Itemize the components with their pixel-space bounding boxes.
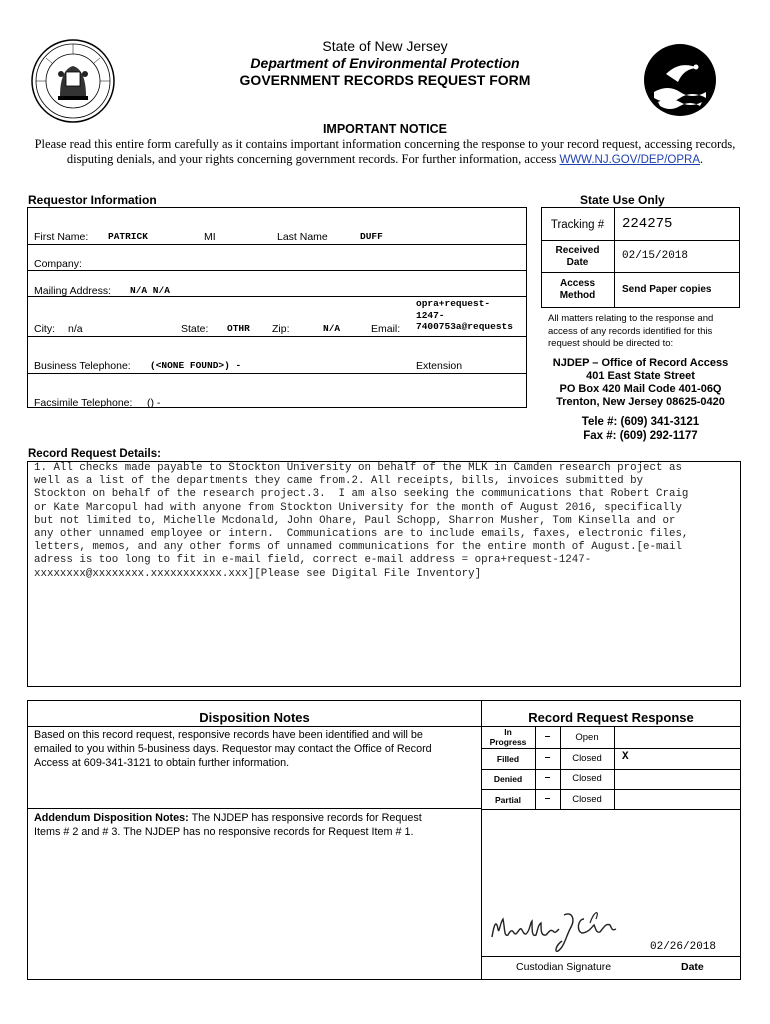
office-address	[541, 357, 740, 409]
response-row-label	[481, 727, 535, 747]
details-line: but not limited to, Michelle Mcdonald, John Ohare, Paul Schopp, Sharron Musher, Tom Kinsella and or	[34, 514, 676, 527]
date-label: Date	[681, 961, 704, 973]
response-row-dash: –	[544, 752, 551, 763]
opra-link[interactable]: WWW.NJ.GOV/DEP/OPRA	[559, 154, 700, 166]
office-phones	[541, 415, 740, 443]
custodian-signature-image	[486, 905, 636, 955]
notice-text-line2-body: disputing denials, and your rights concerning government records. For further information, access	[66, 152, 560, 166]
njdep-logo	[640, 40, 720, 120]
business-telephone-field[interactable]: (<NONE FOUND>) -	[150, 360, 242, 371]
office-line-2: 401 East State Street	[586, 370, 695, 382]
office-tele: Tele #: (609) 341-3121	[581, 416, 700, 428]
record-request-response-title: Record Request Response	[528, 710, 694, 725]
response-row-mark[interactable]: X	[622, 751, 629, 763]
mi-label: MI	[204, 231, 216, 243]
divider	[481, 789, 741, 790]
response-row-label: Partial	[495, 795, 521, 805]
divider	[541, 272, 740, 273]
directed-line-3: request should be directed to:	[548, 338, 674, 349]
divider	[27, 808, 482, 809]
email-field[interactable]	[416, 298, 513, 333]
notice-period: .	[700, 152, 704, 166]
state-name: State of New Jersey	[322, 38, 448, 54]
directed-line-1: All matters relating to the response and	[548, 313, 714, 324]
divider	[27, 336, 527, 337]
state-seal-logo	[30, 38, 116, 124]
last-name-label: Last Name	[277, 231, 328, 243]
zip-field[interactable]: N/A	[323, 323, 341, 334]
addendum-label: Addendum Disposition Notes:	[34, 812, 189, 824]
disposition-line-1: Based on this record request, responsive records have been identified and will be	[34, 729, 423, 741]
office-line-3: PO Box 420 Mail Code 401-06Q	[559, 383, 722, 395]
response-row-label: Denied	[493, 774, 523, 784]
form-title: GOVERNMENT RECORDS REQUEST FORM	[239, 72, 531, 88]
divider	[27, 296, 527, 297]
first-name-field[interactable]: PATRICK	[108, 231, 148, 242]
office-fax: Fax #: (609) 292-1177	[583, 430, 698, 442]
divider	[481, 748, 741, 749]
disposition-line-3: Access at 609-341-3121 to obtain further information.	[34, 757, 290, 769]
divider	[541, 240, 740, 241]
details-line: letters, memos, and any other forms of unnamed communications for the entire month of August.[e-mail	[34, 541, 682, 554]
access-label-2: Method	[559, 290, 596, 301]
access-label-1: Access	[559, 278, 596, 289]
details-line: any other unnamed employee or intern. Communications are to include emails, faxes, electronic files,	[34, 528, 689, 541]
state-label: State:	[181, 323, 209, 335]
email-line2: 1247-	[416, 309, 445, 321]
divider	[614, 207, 615, 308]
details-line: Stockton on behalf of the research project.3. I am also seeking the communications that Robert Craig	[34, 488, 689, 501]
response-row-label: Filled	[496, 754, 520, 764]
response-row-status: Closed	[572, 753, 602, 764]
department-name: Department of Environmental Protection	[250, 55, 520, 71]
office-line-4: Trenton, New Jersey 08625-0420	[556, 396, 725, 408]
divider	[27, 244, 527, 245]
details-line: well as a list of the departments they came from.2. All receipts, bills, invoices submitted by	[34, 475, 644, 488]
disposition-line-2: emailed to you within 5-business days. Requestor may contact the Office of Record	[34, 743, 432, 755]
divider	[481, 956, 741, 957]
last-name-field[interactable]: DUFF	[360, 231, 383, 242]
tracking-number: 224275	[622, 216, 673, 232]
disposition-notes-title: Disposition Notes	[199, 710, 310, 725]
response-row-dash: –	[544, 731, 551, 742]
notice-title: IMPORTANT NOTICE	[322, 122, 448, 136]
divider	[481, 769, 741, 770]
extension-label: Extension	[416, 360, 463, 372]
details-line: or Kate Marcopul had with anyone from Stockton University for the month of August 2016, specifically	[34, 501, 682, 514]
facsimile-telephone-field[interactable]: () -	[147, 397, 161, 409]
directed-text	[548, 313, 740, 351]
email-label: Email:	[371, 323, 401, 335]
custodian-signature-label: Custodian Signature	[516, 961, 612, 973]
email-line3: 7400753a@requests	[416, 321, 513, 332]
divider	[27, 373, 527, 374]
divider	[481, 809, 741, 810]
business-telephone-label: Business Telephone:	[34, 360, 131, 372]
details-line: adress is too long to fit in e-mail field, correct e-mail address = opra+request-1247-	[34, 554, 592, 567]
response-row-status: Open	[575, 732, 599, 743]
addendum-line-2: Items # 2 and # 3. The NJDEP has no responsive records for Request Item # 1.	[34, 826, 414, 838]
divider	[27, 270, 527, 271]
row-label-1: In	[504, 727, 512, 737]
city-label: City:	[34, 323, 55, 335]
city-field[interactable]: n/a	[68, 323, 83, 335]
mailing-address-label: Mailing Address:	[34, 285, 112, 297]
details-line: xxxxxxxx@xxxxxxxx.xxxxxxxxxxx.xxx][Please see Digital File Inventory]	[34, 567, 482, 580]
received-date-label	[541, 245, 614, 269]
signature-date-value: 02/26/2018	[650, 941, 717, 953]
divider	[614, 726, 615, 809]
received-label-2: Date	[566, 257, 589, 268]
response-row-status: Closed	[572, 794, 602, 805]
state-use-title: State Use Only	[580, 193, 665, 207]
email-line1: opra+request-	[416, 298, 491, 309]
notice-text-line2	[0, 152, 770, 167]
first-name-label: First Name:	[34, 231, 89, 243]
response-row-dash: –	[544, 793, 551, 804]
company-label: Company:	[34, 258, 82, 270]
access-method-label	[541, 278, 614, 302]
response-row-dash: –	[544, 772, 551, 783]
addendum-line-1: The NJDEP has responsive records for Request	[188, 812, 422, 824]
requestor-section-title: Requestor Information	[28, 193, 157, 207]
divider	[27, 726, 482, 727]
row-label-2: Progress	[489, 737, 527, 747]
state-field[interactable]: OTHR	[227, 323, 250, 334]
zip-label: Zip:	[272, 323, 290, 335]
record-request-details-label: Record Request Details:	[28, 448, 161, 460]
mailing-address-field[interactable]: N/A N/A	[130, 285, 170, 296]
response-row-status: Closed	[572, 773, 602, 784]
directed-line-2: access of any records identified for this	[548, 325, 713, 337]
details-line: 1. All checks made payable to Stockton University on behalf of the MLK in Camden research project as	[34, 462, 682, 474]
office-line-1: NJDEP – Office of Record Access	[552, 357, 729, 369]
notice-text-line1: Please read this entire form carefully as it contains important information concerning the response to your record request, accessing records,	[34, 137, 736, 151]
record-request-details-text	[34, 462, 738, 581]
received-label-1: Received	[555, 245, 600, 256]
facsimile-telephone-label: Facsimile Telephone:	[34, 397, 133, 409]
tracking-label: Tracking #	[550, 219, 605, 231]
access-method-value: Send Paper copies	[622, 284, 712, 295]
disposition-notes-text	[34, 728, 432, 770]
addendum-notes	[34, 811, 422, 839]
received-date-value: 02/15/2018	[622, 250, 689, 262]
